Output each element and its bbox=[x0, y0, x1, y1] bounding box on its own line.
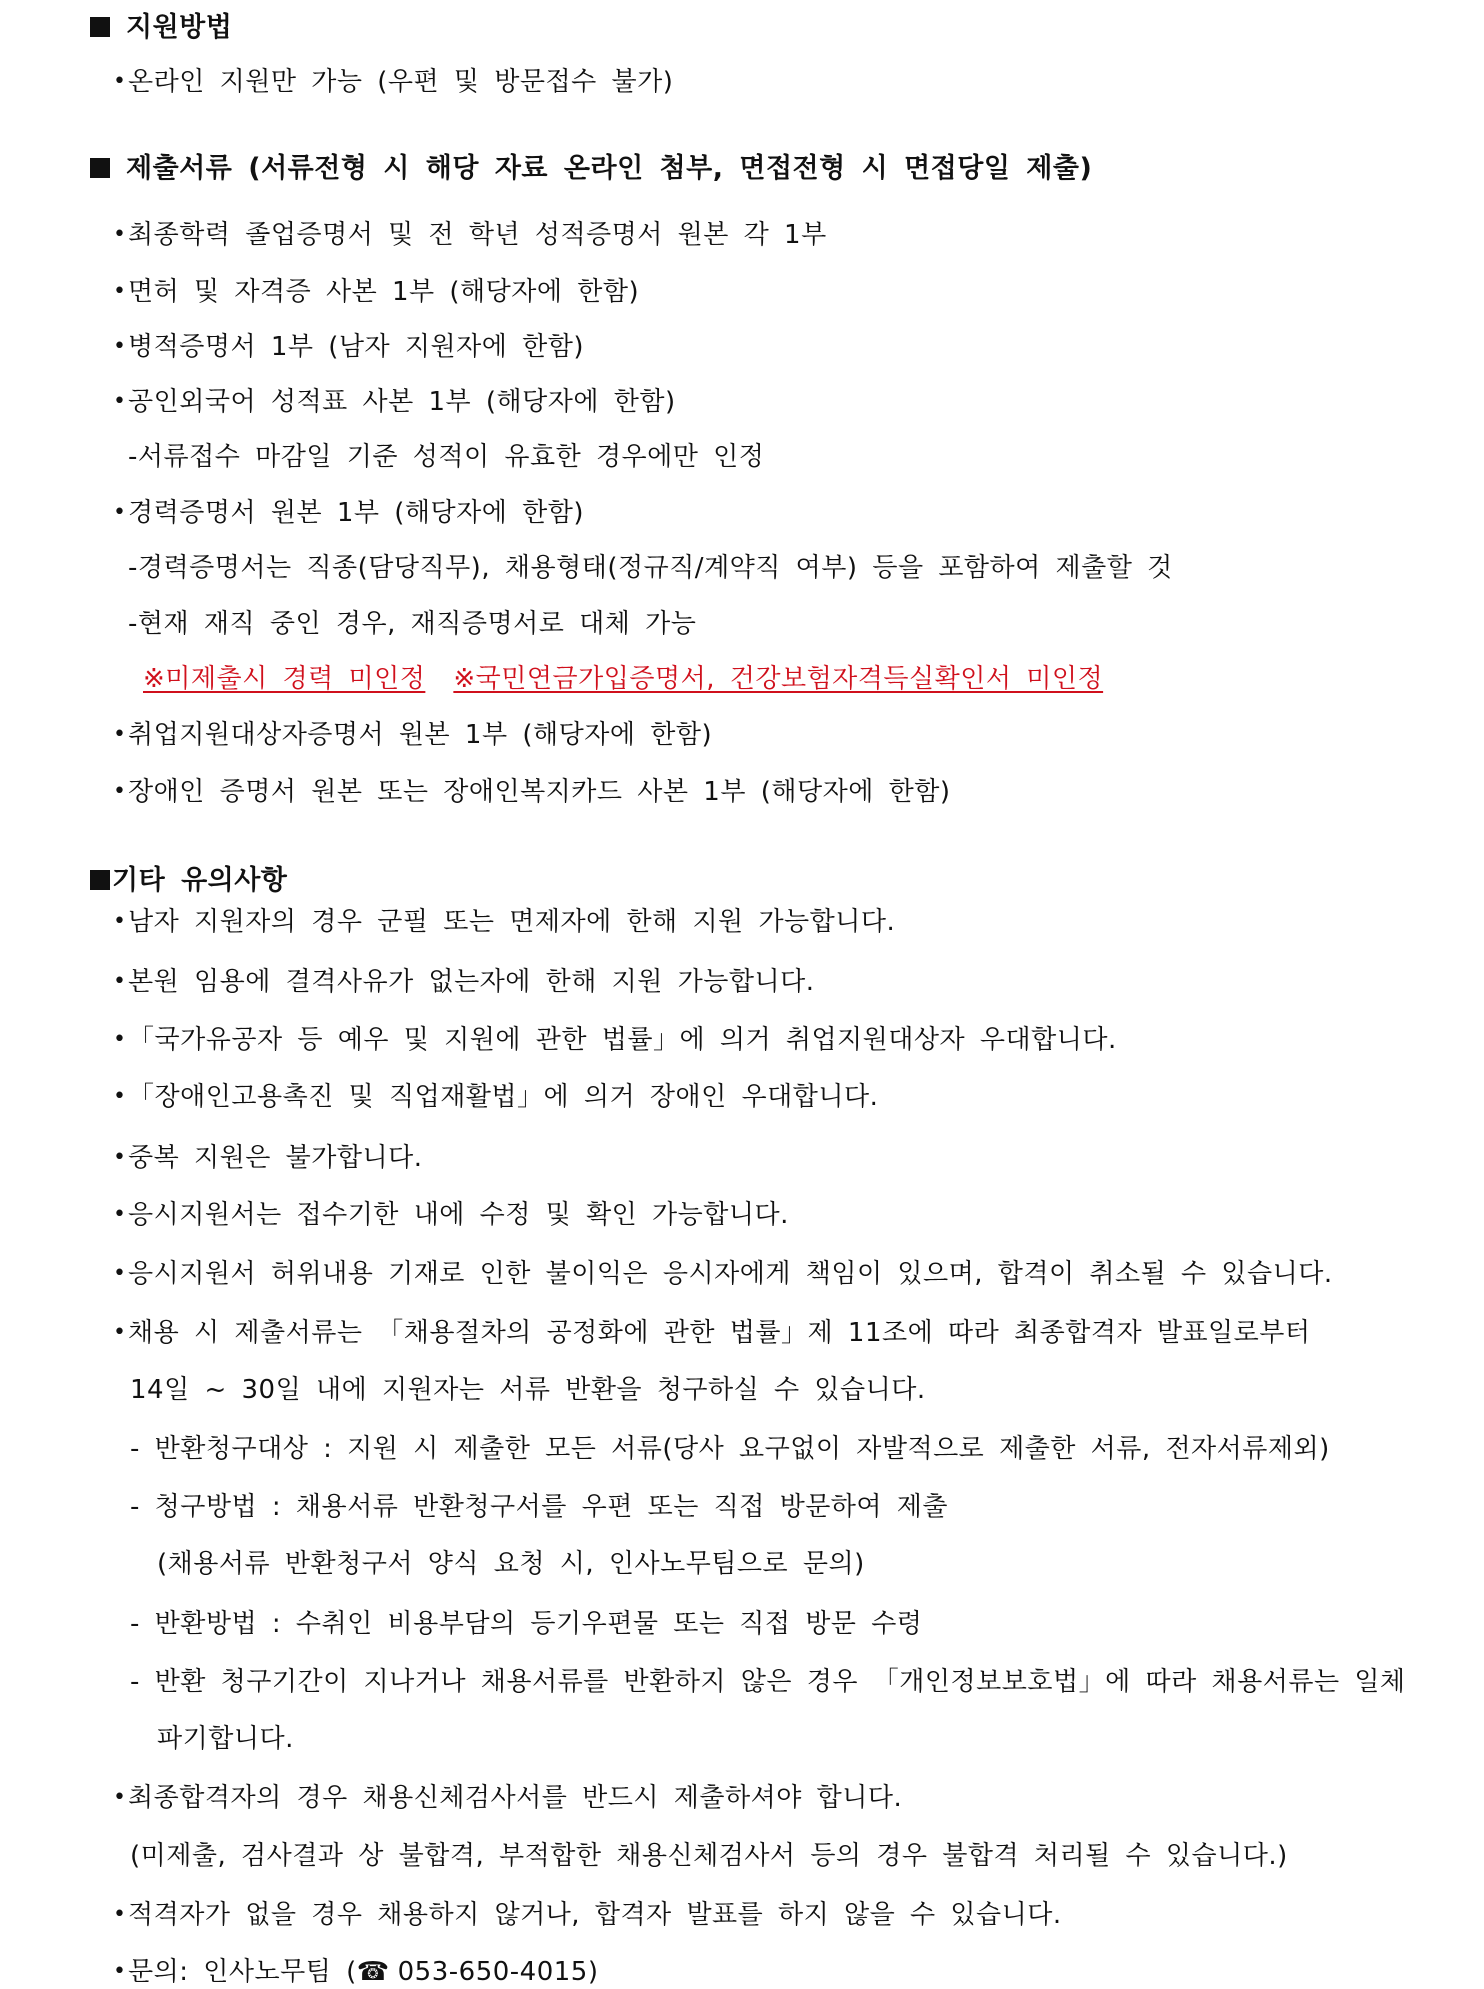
list-item bbox=[113, 496, 585, 530]
square-bullet-icon bbox=[90, 870, 110, 890]
item-text: 경력증명서 원본 1부 (해당자에 한함) bbox=[128, 498, 585, 528]
list-item bbox=[113, 65, 674, 99]
item-text: 면허 및 자격증 사본 1부 (해당자에 한함) bbox=[128, 277, 640, 307]
item-text: 「국가유공자 등 예우 및 지원에 관한 법률」에 의거 취업지원대상자 우대합니다. bbox=[128, 1025, 1117, 1055]
dash-item: - 청구방법 : 채용서류 반환청구서를 우편 또는 직접 방문하여 제출 bbox=[130, 1492, 949, 1522]
bullet-icon: • bbox=[113, 722, 127, 747]
item-text: 응시지원서는 접수기한 내에 수정 및 확인 가능합니다. bbox=[128, 1200, 789, 1230]
bullet-icon: • bbox=[113, 500, 127, 525]
warning-pension-insurance-not-recognized: ※국민연금가입증명서, 건강보험자격득실확인서 미인정 bbox=[453, 664, 1104, 694]
item-text: 채용 시 제출서류는 「채용절차의 공정화에 관한 법률」제 11조에 따라 최종합격자 발표일로부터 bbox=[128, 1318, 1311, 1348]
heading-text: 지원방법 bbox=[126, 12, 233, 43]
sub-item: -현재 재직 중인 경우, 재직증명서로 대체 가능 bbox=[128, 609, 697, 639]
item-text: 「장애인고용촉진 및 직업재활법」에 의거 장애인 우대합니다. bbox=[128, 1082, 879, 1112]
bullet-icon: • bbox=[113, 1261, 127, 1286]
bullet-icon: • bbox=[113, 969, 127, 994]
section-heading-application-method bbox=[90, 11, 232, 45]
bullet-icon: • bbox=[113, 222, 127, 247]
item-text: 남자 지원자의 경우 군필 또는 면제자에 한해 지원 가능합니다. bbox=[128, 907, 896, 937]
item-text: 응시지원서 허위내용 기재로 인한 불이익은 응시자에게 책임이 있으며, 합격이 취소될 수 있습니다. bbox=[128, 1259, 1333, 1289]
sub-item: -경력증명서는 직종(담당직무), 채용형태(정규직/계약직 여부) 등을 포함하여 제출할 것 bbox=[128, 553, 1173, 583]
list-item bbox=[113, 1257, 1333, 1291]
dash-continuation: (채용서류 반환청구서 양식 요청 시, 인사노무팀으로 문의) bbox=[157, 1549, 865, 1579]
item-text: 최종학력 졸업증명서 및 전 학년 성적증명서 원본 각 1부 bbox=[128, 220, 827, 250]
item-text: 중복 지원은 불가합니다. bbox=[128, 1143, 423, 1173]
warning-line bbox=[143, 662, 1103, 696]
list-item bbox=[113, 1898, 1062, 1932]
bullet-icon: • bbox=[113, 389, 127, 414]
bullet-icon: • bbox=[113, 1902, 127, 1927]
item-text: 병적증명서 1부 (남자 지원자에 한함) bbox=[128, 332, 585, 362]
bullet-icon: • bbox=[113, 909, 127, 934]
bullet-icon: • bbox=[113, 334, 127, 359]
dash-continuation: 파기합니다. bbox=[157, 1724, 294, 1754]
list-item bbox=[113, 775, 951, 809]
item-text: 최종합격자의 경우 채용신체검사서를 반드시 제출하셔야 합니다. bbox=[128, 1783, 903, 1813]
warning-career-not-recognized: ※미제출시 경력 미인정 bbox=[143, 664, 426, 694]
list-item bbox=[113, 275, 640, 309]
list-item bbox=[113, 1781, 903, 1815]
item-text: 온라인 지원만 가능 (우편 및 방문접수 불가) bbox=[128, 67, 674, 97]
bullet-icon: • bbox=[113, 1785, 127, 1810]
bullet-icon: • bbox=[113, 1320, 127, 1345]
item-text: 장애인 증명서 원본 또는 장애인복지카드 사본 1부 (해당자에 한함) bbox=[128, 777, 951, 807]
item-text: 공인외국어 성적표 사본 1부 (해당자에 한함) bbox=[128, 387, 676, 417]
bullet-icon: • bbox=[113, 1027, 127, 1052]
bullet-icon: • bbox=[113, 69, 127, 94]
item-text: 취업지원대상자증명서 원본 1부 (해당자에 한함) bbox=[128, 720, 713, 750]
list-item bbox=[113, 1141, 423, 1175]
list-item bbox=[113, 1316, 1311, 1350]
list-item bbox=[113, 1023, 1117, 1057]
dash-item: - 반환 청구기간이 지나거나 채용서류를 반환하지 않은 경우 「개인정보보호법」에 따라 채용서류는 일체 bbox=[130, 1667, 1406, 1697]
list-item bbox=[113, 330, 585, 364]
contact-phone: 053-650-4015 bbox=[397, 1957, 588, 1987]
bullet-icon: • bbox=[113, 279, 127, 304]
heading-text: 기타 유의사항 bbox=[112, 865, 288, 896]
phone-icon: ☎ bbox=[356, 1957, 390, 1987]
list-item bbox=[113, 1198, 789, 1232]
bullet-icon: • bbox=[113, 779, 127, 804]
contact-label: 문의: 인사노무팀 ( bbox=[128, 1957, 357, 1987]
sub-item: -서류접수 마감일 기준 성적이 유효한 경우에만 인정 bbox=[128, 442, 765, 472]
bullet-icon: • bbox=[113, 1145, 127, 1170]
heading-text: 제출서류 (서류전형 시 해당 자료 온라인 첨부, 면접전형 시 면접당일 제출) bbox=[126, 153, 1093, 184]
closing-paren: ) bbox=[587, 1957, 599, 1987]
dash-item: - 반환청구대상 : 지원 시 제출한 모든 서류(당사 요구없이 자발적으로 제출한 서류, 전자서류제외) bbox=[130, 1434, 1330, 1464]
item-text: 본원 임용에 결격사유가 없는자에 한해 지원 가능합니다. bbox=[128, 967, 815, 997]
list-item bbox=[113, 718, 713, 752]
list-item bbox=[113, 218, 827, 252]
contact-item bbox=[113, 1955, 599, 1989]
square-bullet-icon bbox=[90, 17, 110, 37]
continuation-line: (미제출, 검사결과 상 불합격, 부적합한 채용신체검사서 등의 경우 불합격 처리될 수 있습니다.) bbox=[130, 1841, 1288, 1871]
bullet-icon: • bbox=[113, 1959, 127, 1984]
section-heading-other-notes bbox=[90, 864, 287, 898]
square-bullet-icon bbox=[90, 158, 110, 178]
section-heading-documents bbox=[90, 152, 1092, 186]
bullet-icon: • bbox=[113, 1084, 127, 1109]
continuation-line: 14일 ~ 30일 내에 지원자는 서류 반환을 청구하실 수 있습니다. bbox=[130, 1375, 926, 1405]
list-item bbox=[113, 385, 676, 419]
item-text: 적격자가 없을 경우 채용하지 않거나, 합격자 발표를 하지 않을 수 있습니다. bbox=[128, 1900, 1062, 1930]
bullet-icon: • bbox=[113, 1202, 127, 1227]
list-item bbox=[113, 1080, 879, 1114]
list-item bbox=[113, 965, 815, 999]
list-item bbox=[113, 905, 896, 939]
dash-item: - 반환방법 : 수취인 비용부담의 등기우편물 또는 직접 방문 수령 bbox=[130, 1609, 923, 1639]
